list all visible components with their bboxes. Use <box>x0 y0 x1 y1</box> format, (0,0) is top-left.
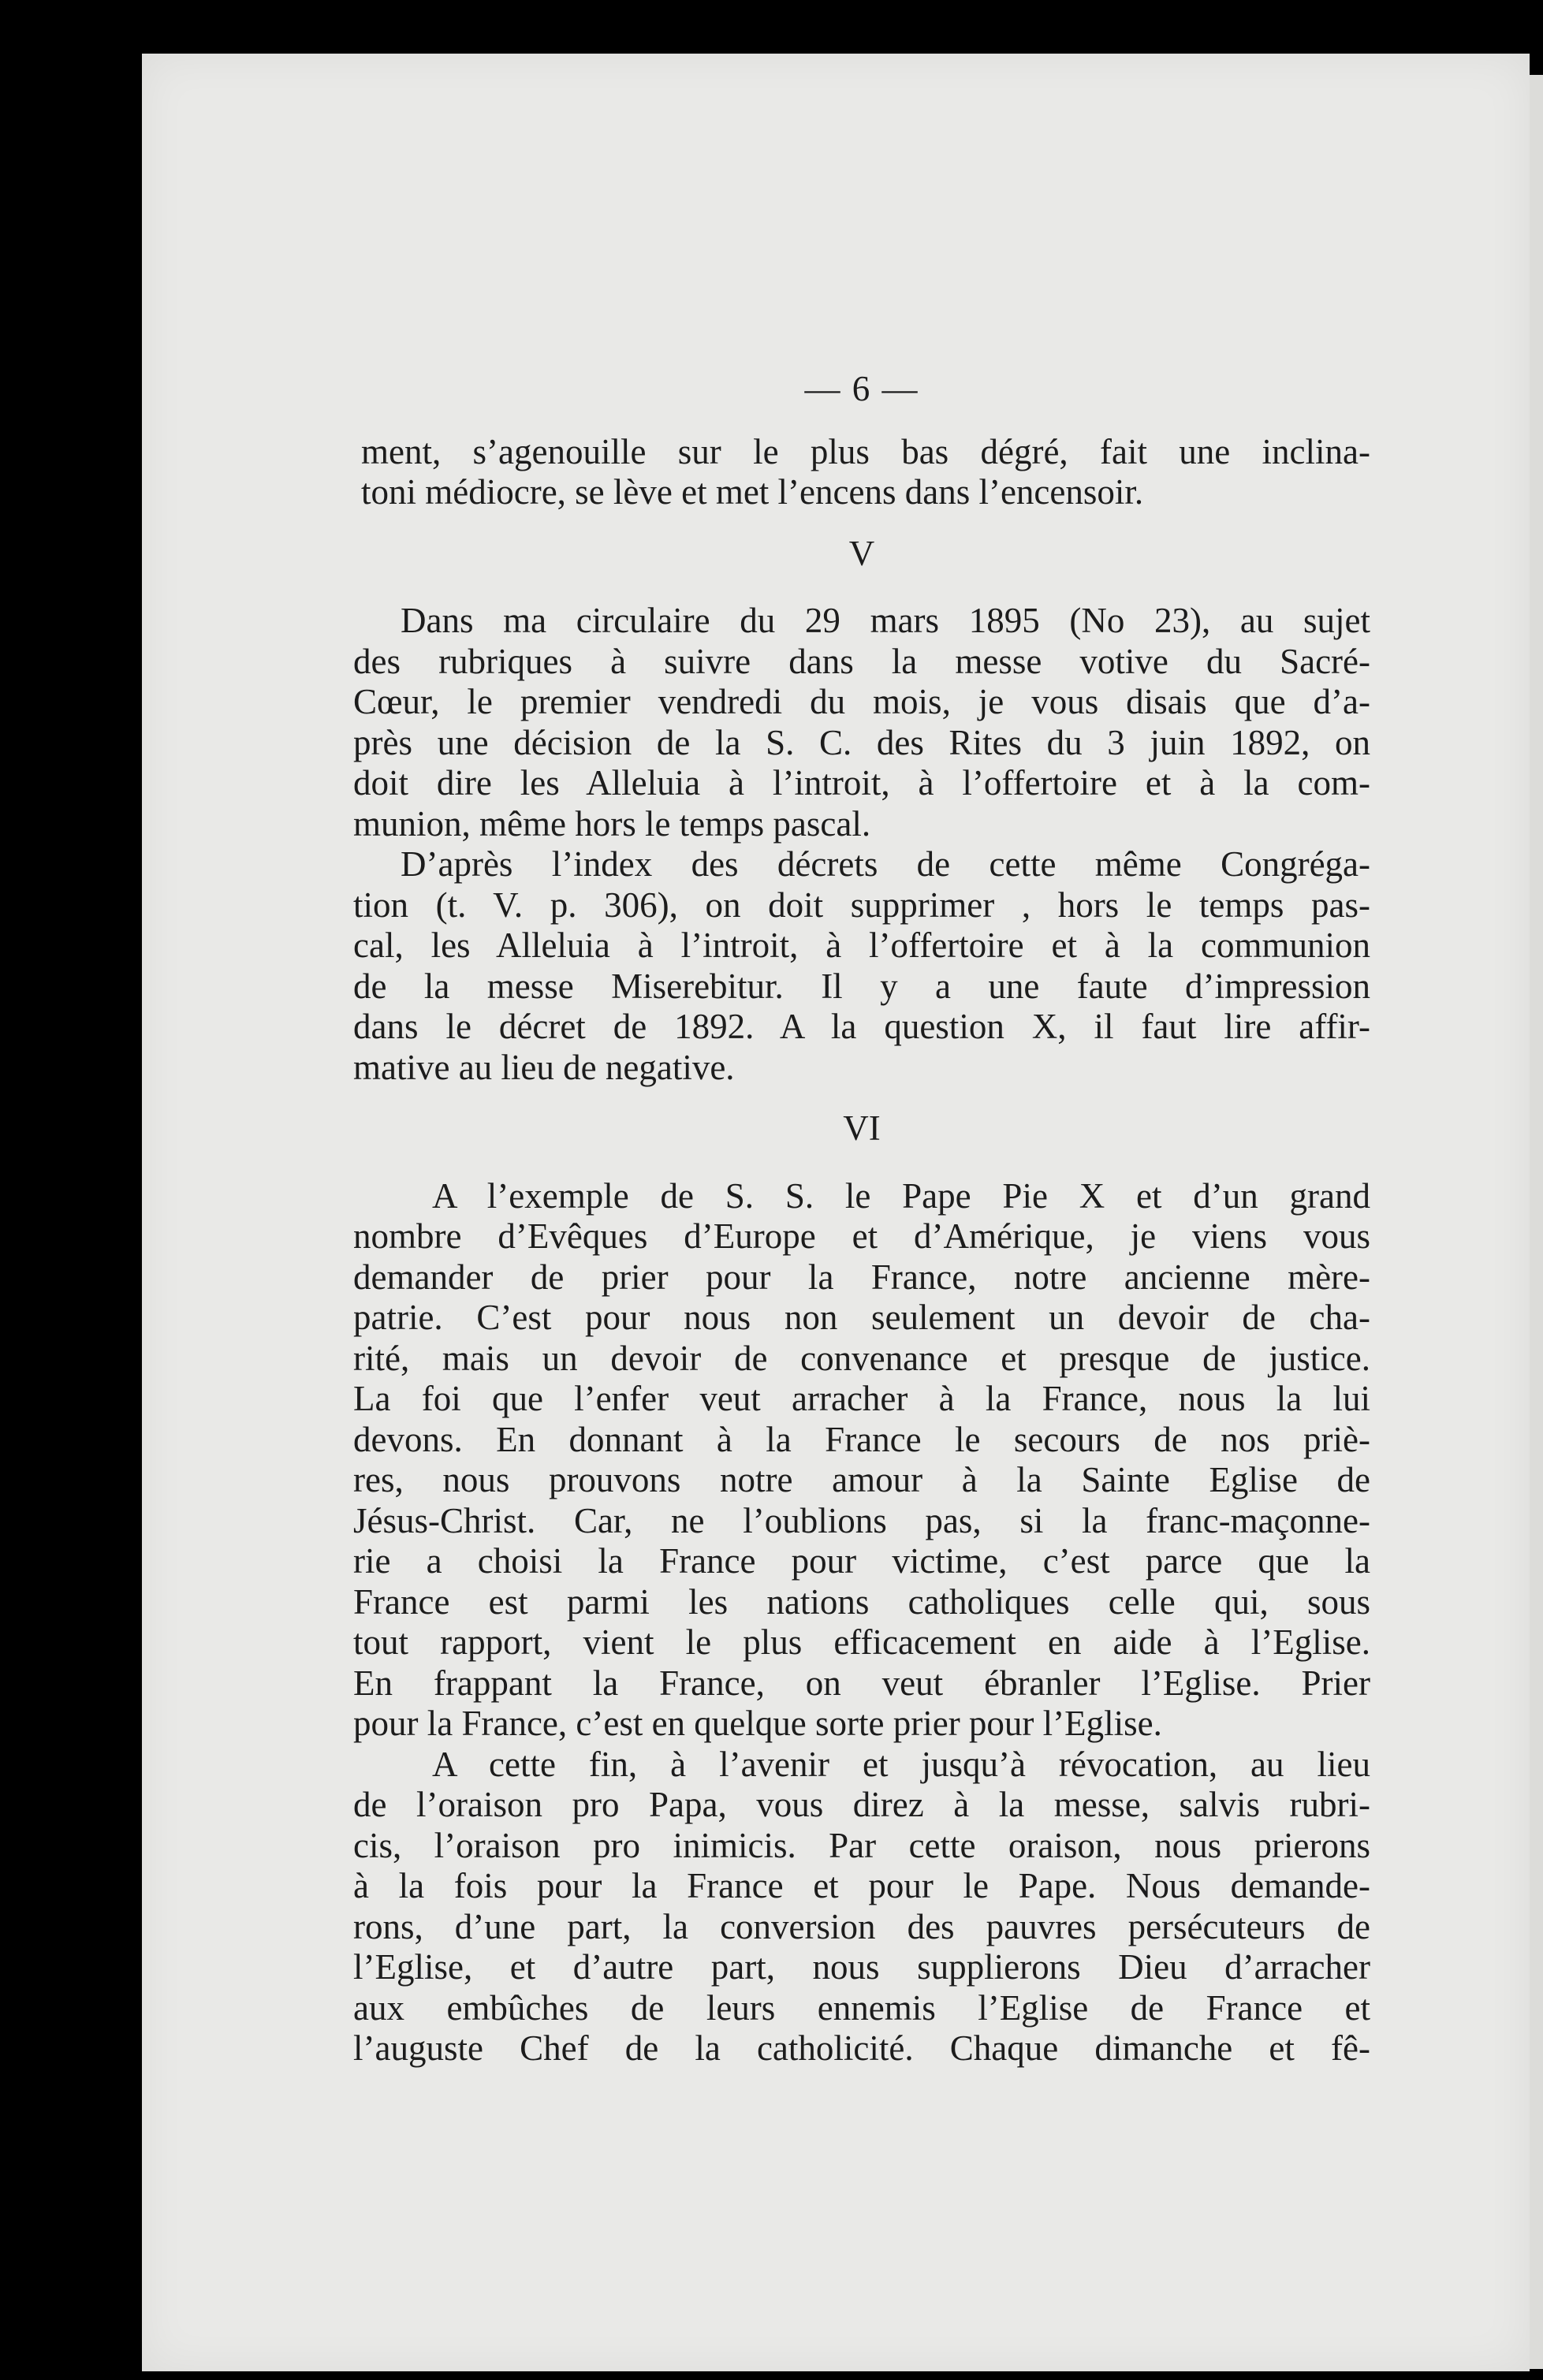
text-line: devons. En donnant à la France le secours de nos priè- <box>353 1419 1370 1459</box>
text-line: France est parmi les nations catholiques celle qui, sous <box>353 1581 1370 1622</box>
text-line: A l’exemple de S. S. le Pape Pie X et d’un grand <box>432 1175 1370 1216</box>
text-line: munion, même hors le temps pascal. <box>353 803 871 844</box>
text-line: Jésus-Christ. Car, ne l’oublions pas, si la franc-maçonne- <box>353 1500 1370 1540</box>
intro-paragraph <box>361 432 1370 513</box>
text-line: de l’oraison pro Papa, vous direz à la messe, salvis rubri- <box>353 1785 1370 1824</box>
text-line: à la fois pour la France et pour le Pape. Nous demande- <box>353 1866 1370 1905</box>
text-line: rité, mais un devoir de convenance et presque de justice. <box>353 1338 1370 1378</box>
text-line: l’auguste Chef de la catholicité. Chaque dimanche et fê- <box>353 2028 1370 2068</box>
text-line: près une décision de la S. C. des Rites du 3 juin 1892, on <box>353 722 1370 762</box>
text-line: des rubriques à suivre dans la messe votive du Sacré- <box>353 641 1370 681</box>
page-text <box>353 369 1370 2069</box>
text-line: A cette fin, à l’avenir et jusqu’à révocation, au lieu <box>432 1744 1370 1784</box>
text-line: res, nous prouvons notre amour à la Sainte Eglise de <box>353 1460 1370 1499</box>
text-line: mative au lieu de negative. <box>353 1047 735 1087</box>
text-line: aux embûches de leurs ennemis l’Eglise de France et <box>353 1987 1370 2028</box>
text-line: cal, les Alleluia à l’introit, à l’offertoire et à la communion <box>353 926 1370 965</box>
section-v-paragraph-2 <box>353 844 1370 1088</box>
text-line: rie a choisi la France pour victime, c’est parce que la <box>353 1541 1370 1581</box>
text-line: cis, l’oraison pro inimicis. Par cette oraison, nous prierons <box>353 1825 1370 1865</box>
text-line: ment, s’agenouille sur le plus bas dégré, fait une inclina- <box>361 431 1370 471</box>
text-line: patrie. C’est pour nous non seulement un devoir de cha- <box>353 1298 1370 1337</box>
text-line: La foi que l’enfer veut arracher à la France, nous la lui <box>353 1379 1370 1418</box>
text-line: nombre d’Evêques d’Europe et d’Amérique, je viens vous <box>353 1216 1370 1256</box>
text-line: Cœur, le premier vendredi du mois, je vous disais que d’a- <box>353 682 1370 721</box>
text-line: tout rapport, vient le plus efficacement en aide à l’Eglise. <box>353 1622 1370 1662</box>
text-line: Dans ma circulaire du 29 mars 1895 (No 23), au sujet <box>401 601 1370 640</box>
text-line: l’Eglise, et d’autre part, nous supplierons Dieu d’arracher <box>353 1947 1370 1987</box>
section-heading-v: V <box>848 533 875 573</box>
page-number: — 6 — <box>804 369 919 408</box>
text-line: tion (t. V. p. 306), on doit supprimer , hors le temps pas- <box>353 885 1370 925</box>
text-line: pour la France, c’est en quelque sorte prier pour l’Eglise. <box>353 1704 1162 1743</box>
section-heading-vi: VI <box>843 1108 881 1148</box>
text-line: doit dire les Alleluia à l’introit, à l’offertoire et à la com- <box>353 763 1370 803</box>
text-line: En frappant la France, on veut ébranler l’Eglise. Prier <box>353 1663 1370 1703</box>
section-v-paragraph-1 <box>353 601 1370 844</box>
section-vi-paragraph-1 <box>353 1176 1370 1745</box>
section-vi-paragraph-2 <box>353 1745 1370 2069</box>
text-line: toni médiocre, se lève et met l’encens dans l’encensoir. <box>361 472 1144 512</box>
text-line: demander de prier pour la France, notre ancienne mère- <box>353 1257 1370 1297</box>
text-line: D’après l’index des décrets de cette même Congréga- <box>401 844 1370 884</box>
text-line: rons, d’une part, la conversion des pauvres persécuteurs de <box>353 1906 1370 1946</box>
text-line: dans le décret de 1892. A la question X, il faut lire affir- <box>353 1007 1370 1046</box>
text-line: de la messe Miserebitur. Il y a une faute d’impression <box>353 966 1370 1006</box>
